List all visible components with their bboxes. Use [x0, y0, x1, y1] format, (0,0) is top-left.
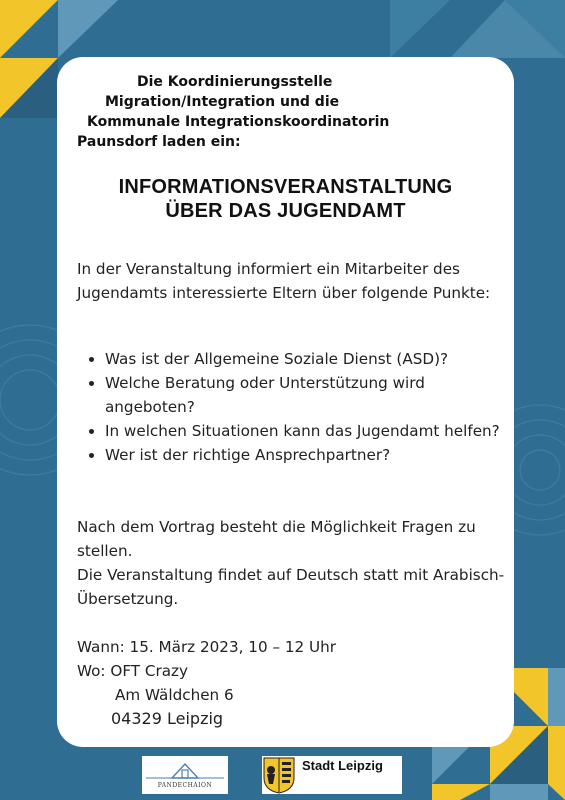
event-street: Am Wäldchen 6: [115, 686, 234, 704]
closing-line-2: Die Veranstaltung findet auf Deutsch statt mit Arabisch-Übersetzung.: [77, 566, 505, 608]
list-item: • Welche Beratung oder Unterstützung wird angeboten?: [105, 371, 515, 419]
event-location: Wo: OFT Crazy: [77, 662, 189, 680]
closing-paragraph: [77, 515, 507, 611]
event-details: [77, 635, 497, 731]
title-line-1: INFORMATIONSVERANSTALTUNG: [118, 176, 453, 198]
intro-line: Die Koordinierungsstelle: [137, 74, 333, 90]
event-date: Wann: 15. März 2023, 10 – 12 Uhr: [77, 638, 337, 656]
intro-paragraph: In der Veranstaltung informiert ein Mitarbeiter des Jugendamts interessierte Eltern über folgende Punkte:: [77, 260, 491, 302]
list-item: • Wer ist der richtige Ansprechpartner?: [105, 443, 515, 467]
organizer-intro: [77, 72, 477, 152]
title-line-2: ÜBER DAS JUGENDAMT: [165, 200, 406, 222]
list-item: • Was ist der Allgemeine Soziale Dienst (ASD)?: [105, 347, 515, 371]
stadt-leipzig-name: Stadt Leipzig: [302, 758, 383, 773]
pandechaion-logo: [142, 756, 228, 794]
house-logo-icon: [142, 756, 228, 782]
content-card: [57, 57, 514, 747]
list-item: • In welchen Situationen kann das Jugendamt helfen?: [105, 419, 515, 443]
topic-list: [87, 347, 515, 467]
event-title: [57, 175, 514, 223]
intro-line: Migration/Integration und die: [105, 94, 340, 110]
closing-line-1: Nach dem Vortrag besteht die Möglichkeit Fragen zu stellen.: [77, 518, 476, 560]
intro-line: Kommunale Integrationskoordinatorin: [87, 114, 390, 130]
intro-line: Paunsdorf laden ein:: [77, 134, 241, 150]
stadt-leipzig-logo: [262, 756, 402, 794]
lion-coat-of-arms-icon: [262, 756, 296, 794]
pandechaion-name: PANDECHAION: [157, 782, 213, 789]
event-city: 04329 Leipzig: [111, 709, 224, 728]
